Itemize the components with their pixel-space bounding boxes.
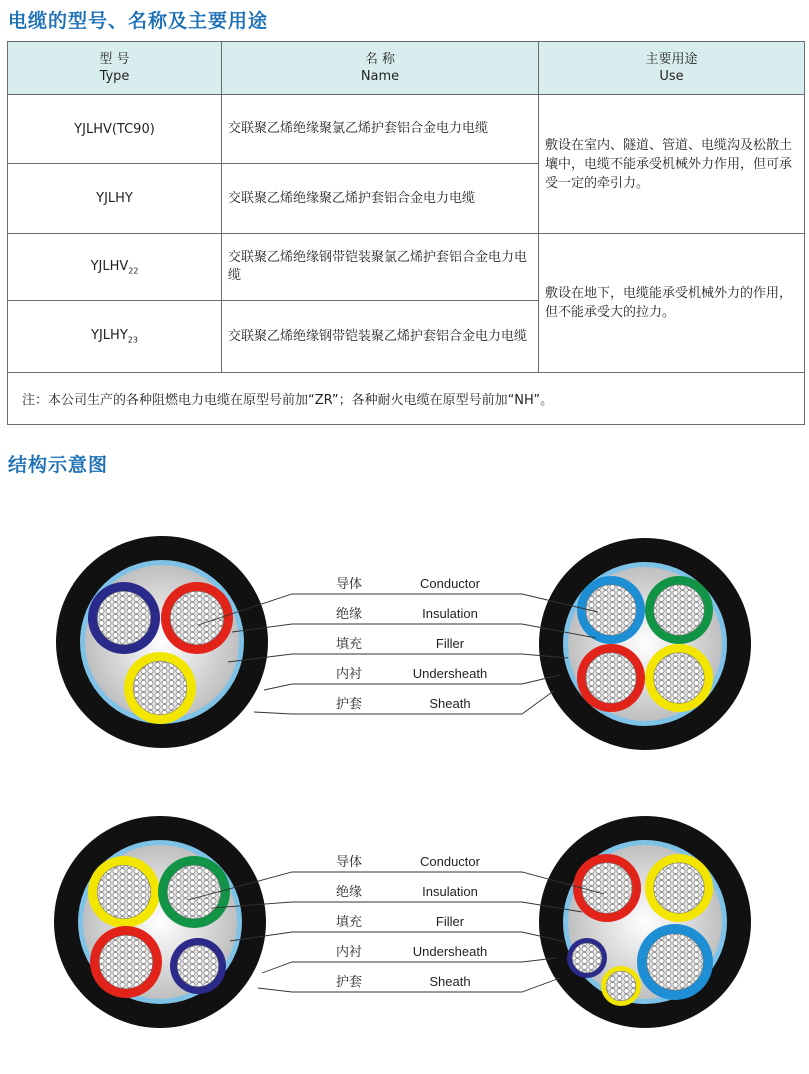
label-sheath-en: Sheath: [429, 696, 471, 711]
cable-core: [645, 644, 713, 712]
cable-core: [645, 576, 713, 644]
cable-core: [90, 926, 162, 998]
structure-diagram-1: [0, 530, 809, 760]
model-cell: $YJLHY_{23}$: [8, 301, 222, 373]
label-undersheath-en: Undersheath: [412, 944, 488, 959]
conductor: [99, 935, 152, 988]
leader-line: [228, 654, 568, 662]
cable-core: [124, 652, 196, 724]
label-undersheath-en: Undersheath: [412, 666, 488, 681]
conductor: [586, 585, 636, 635]
label-insulation-cn: 绝缘: [335, 885, 363, 900]
label-filler-en: Filler: [435, 636, 465, 651]
model-cell: YJLHY: [8, 164, 222, 234]
label-insulation-en: Insulation: [422, 884, 478, 899]
model-cell: $YJLHV_{22}$: [8, 234, 222, 301]
conductor: [582, 863, 632, 913]
header-use: 主要用途 Use: [539, 42, 805, 95]
header-name: 名 称 Name: [222, 42, 539, 95]
label-conductor-cn: 导体: [335, 855, 363, 870]
conductor: [572, 943, 602, 973]
table-row: [8, 95, 805, 164]
label-insulation-cn: 绝缘: [335, 607, 363, 622]
conductor: [97, 591, 150, 644]
leader-line: [230, 932, 566, 942]
leader-line: [258, 978, 560, 992]
structure-diagram-2: [0, 808, 809, 1038]
table-header-row: [8, 42, 805, 95]
conductor: [586, 653, 636, 703]
label-sheath-cn: 护套: [335, 697, 363, 712]
label-conductor-en: Conductor: [420, 576, 480, 591]
cable-core: [170, 938, 226, 994]
label-undersheath-cn: 内衬: [335, 945, 363, 960]
label-filler-cn: 填充: [335, 637, 363, 652]
cable-core: [567, 938, 607, 978]
leader-line: [254, 690, 555, 714]
conductor: [654, 863, 704, 913]
label-insulation-en: Insulation: [422, 606, 478, 621]
conductor: [177, 945, 218, 986]
label-conductor-en: Conductor: [420, 854, 480, 869]
cable-core: [577, 576, 645, 644]
note-text: 注：本公司生产的各种阻燃电力电缆在原型号前加“ZR”；各种耐火电缆在原型号前加“NH”。: [8, 373, 805, 425]
name-cell: 交联聚乙烯绝缘钢带铠装聚氯乙烯护套铝合金电力电缆: [222, 234, 539, 301]
cable-core: [88, 582, 160, 654]
structure-section-title: 结构示意图: [8, 454, 109, 476]
conductor: [170, 591, 223, 644]
conductor: [654, 653, 704, 703]
model-cell: YJLHV(TC90): [8, 95, 222, 164]
leader-line: [212, 902, 582, 912]
conductor: [133, 661, 186, 714]
leader-line: [262, 958, 556, 973]
label-filler-cn: 填充: [335, 915, 363, 930]
label-sheath-cn: 护套: [335, 975, 363, 990]
label-undersheath-cn: 内衬: [335, 667, 363, 682]
conductor: [606, 971, 636, 1001]
cable-core: [601, 966, 641, 1006]
table-section-title: 电缆的型号、名称及主要用途: [8, 10, 269, 32]
cable-spec-table: [7, 41, 805, 425]
table-row: [8, 234, 805, 301]
note-row: [8, 373, 805, 425]
use-cell: 敷设在室内、隧道、管道、电缆沟及松散土壤中，电缆不能承受机械外力作用，但可承受一定的牵引力。: [539, 95, 805, 234]
label-sheath-en: Sheath: [429, 974, 471, 989]
conductor: [654, 585, 704, 635]
conductor: [647, 934, 703, 990]
cable-core: [88, 856, 160, 928]
conductor: [167, 865, 220, 918]
cable-core: [161, 582, 233, 654]
use-cell: 敷设在地下，电缆能承受机械外力的作用，但不能承受大的拉力。: [539, 234, 805, 373]
name-cell: 交联聚乙烯绝缘聚氯乙烯护套铝合金电力电缆: [222, 95, 539, 164]
header-type: 型 号 Type: [8, 42, 222, 95]
label-conductor-cn: 导体: [335, 577, 363, 592]
conductor: [97, 865, 150, 918]
name-cell: 交联聚乙烯绝缘聚乙烯护套铝合金电力电缆: [222, 164, 539, 234]
cable-core: [577, 644, 645, 712]
name-cell: 交联聚乙烯绝缘钢带铠装聚乙烯护套铝合金电力电缆: [222, 301, 539, 373]
cable-core: [637, 924, 713, 1000]
cable-core: [645, 854, 713, 922]
label-filler-en: Filler: [435, 914, 465, 929]
